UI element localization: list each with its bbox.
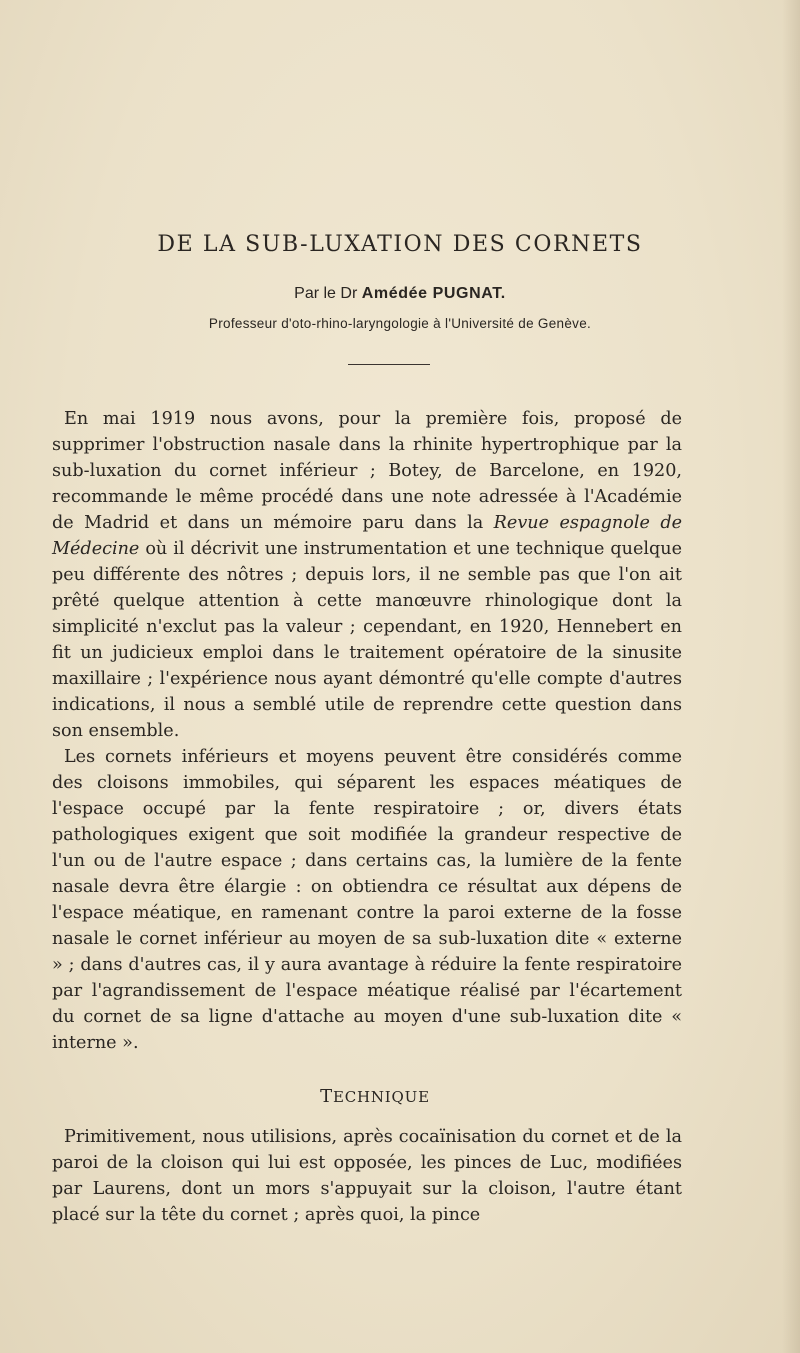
author-affiliation: Professeur d'oto-rhino-laryngologie à l'Université de Genève. <box>208 316 592 331</box>
paragraph-1-part-2: où il décrivit une instrumentation et une technique quelque peu différente des nôtres ; depuis lors, il ne semble pas que l'on ait prêté quelque attention à cette manœuvre rhinologique dont la simplicité n'exclut pas la valeur ; cependant, en 1920, Hennebert en fit un judicieux emploi dans le traitement opératoire de la sinusite maxillaire ; l'expérience nous ayant démontré qu'elle compte d'autres indications, il nous a semblé utile de reprendre cette question dans son ensemble. <box>52 539 682 741</box>
paragraph-1 <box>52 406 682 744</box>
author-line <box>0 285 800 303</box>
section-heading-rest: ECHNIQUE <box>332 1088 430 1106</box>
paragraph-2: Les cornets inférieurs et moyens peuvent être considérés comme des cloisons immobiles, qui séparent les espaces méatiques de l'espace occupé par la fente respiratoire ; or, divers états pathologiques exigent que soit modifiée la grandeur respective de l'un ou de l'autre espace ; dans certains cas, la lumière de la fente nasale devra être élargie : on obtiendra ce résultat aux dépens de l'espace méatique, en ramenant contre la paroi externe de la fosse nasale le cornet inférieur au moyen de sa sub-luxation dite « externe » ; dans d'autres cas, il y aura avantage à réduire la fente respiratoire par l'agrandissement de l'espace méatique réalisé par l'écartement du cornet de sa ligne d'attache au moyen d'une sub-luxation dite « interne ». <box>52 747 682 1053</box>
paragraph-1-part-1: En mai 1919 nous avons, pour la première fois, proposé de supprimer l'obstruction nasale dans la rhinite hypertrophique par la sub-luxation du cornet inférieur ; Botey, de Barcelone, en 1920, recommande le même procédé dans une note adressée à l'Académie de Madrid et dans un mémoire paru dans la <box>52 409 682 533</box>
page-edge-shadow <box>782 0 800 1353</box>
separator-rule <box>348 364 430 365</box>
article-body <box>52 406 682 1056</box>
journal-title: Revue espagnole de Médecine <box>52 513 683 559</box>
section-body <box>52 1124 682 1228</box>
byline-prefix: Par le Dr <box>294 285 358 302</box>
section-heading-initial: T <box>320 1086 333 1107</box>
section-heading <box>0 1086 750 1107</box>
article-title: DE LA SUB-LUXATION DES CORNETS <box>157 232 643 257</box>
author-name: Amédée PUGNAT. <box>361 285 506 302</box>
paragraph-3: Primitivement, nous utilisions, après cocaïnisation du cornet et de la paroi de la cloison qui lui est opposée, les pinces de Luc, modifiées par Laurens, dont un mors s'appuyait sur la cloison, l'autre étant placé sur la tête du cornet ; après quoi, la pince <box>52 1127 682 1225</box>
